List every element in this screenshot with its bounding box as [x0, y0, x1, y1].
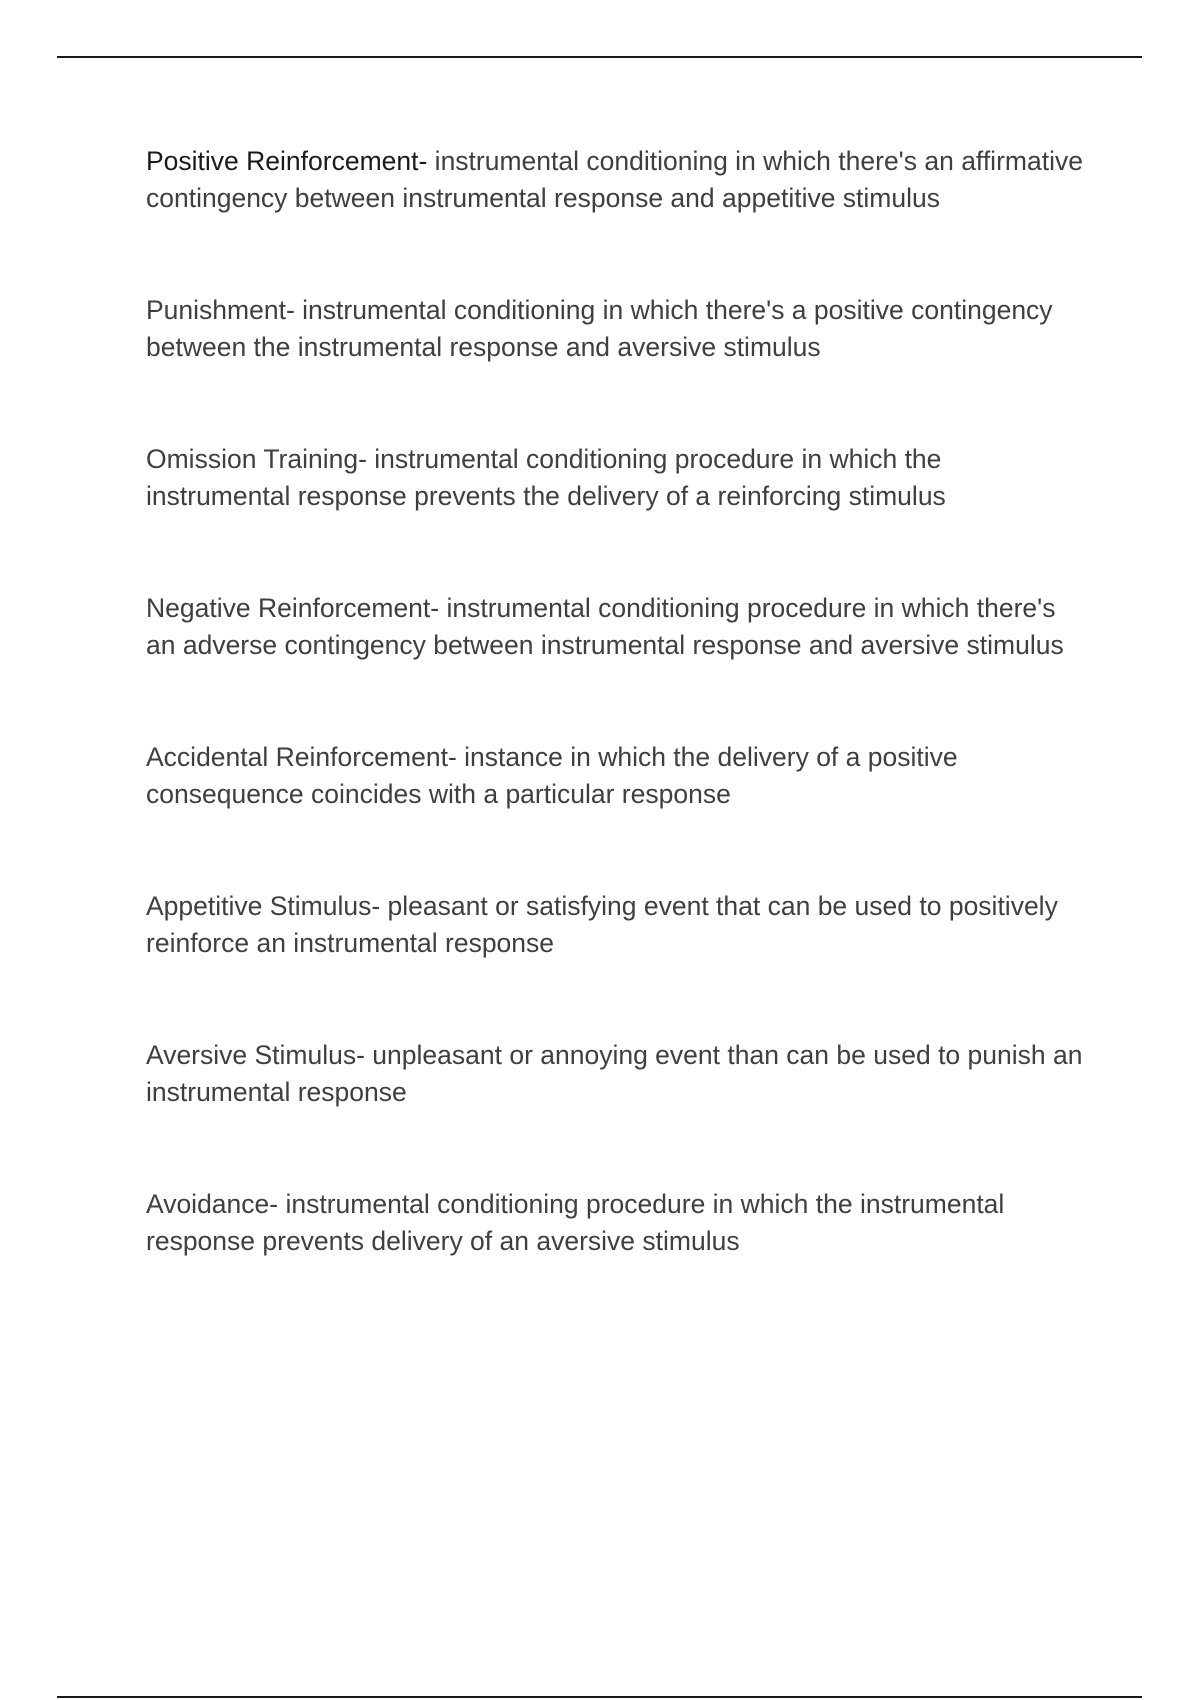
- flashcard-list: [146, 143, 1086, 1260]
- entry-definition: pleasant or satisfying event that can be used to positively reinforce an instrumental response: [146, 891, 1058, 958]
- entry-term: Avoidance-: [146, 1189, 279, 1219]
- bottom-rule: [57, 1696, 1142, 1698]
- entry-definition: instance in which the delivery of a positive consequence coincides with a particular response: [146, 742, 958, 809]
- entry-term: Negative Reinforcement-: [146, 593, 440, 623]
- entry-definition: instrumental conditioning in which there's an affirmative contingency between instrumental response and appetitive stimulus: [146, 146, 1083, 213]
- entry-term: Punishment-: [146, 295, 295, 325]
- entry-positive-reinforcement: [146, 143, 1086, 217]
- entry-appetitive-stimulus: [146, 888, 1086, 962]
- entry-definition: instrumental conditioning procedure in which there's an adverse contingency between instrumental response and aversive stimulus: [146, 593, 1064, 660]
- entry-definition: unpleasant or annoying event than can be used to punish an instrumental response: [146, 1040, 1083, 1107]
- entry-aversive-stimulus: [146, 1037, 1086, 1111]
- entry-punishment: [146, 292, 1086, 366]
- entry-term: Omission Training-: [146, 444, 367, 474]
- entry-negative-reinforcement: [146, 590, 1086, 664]
- entry-term: Positive Reinforcement-: [146, 146, 428, 176]
- entry-accidental-reinforcement: [146, 739, 1086, 813]
- entry-term: Accidental Reinforcement-: [146, 742, 457, 772]
- top-rule: [57, 56, 1142, 58]
- entry-avoidance: [146, 1186, 1086, 1260]
- entry-definition: instrumental conditioning procedure in which the instrumental response prevents delivery of an aversive stimulus: [146, 1189, 1005, 1256]
- entry-term: Aversive Stimulus-: [146, 1040, 365, 1070]
- entry-omission-training: [146, 441, 1086, 515]
- entry-definition: instrumental conditioning in which there's a positive contingency between the instrumental response and aversive stimulus: [146, 295, 1053, 362]
- entry-term: Appetitive Stimulus-: [146, 891, 381, 921]
- entry-definition: instrumental conditioning procedure in which the instrumental response prevents the delivery of a reinforcing stimulus: [146, 444, 946, 511]
